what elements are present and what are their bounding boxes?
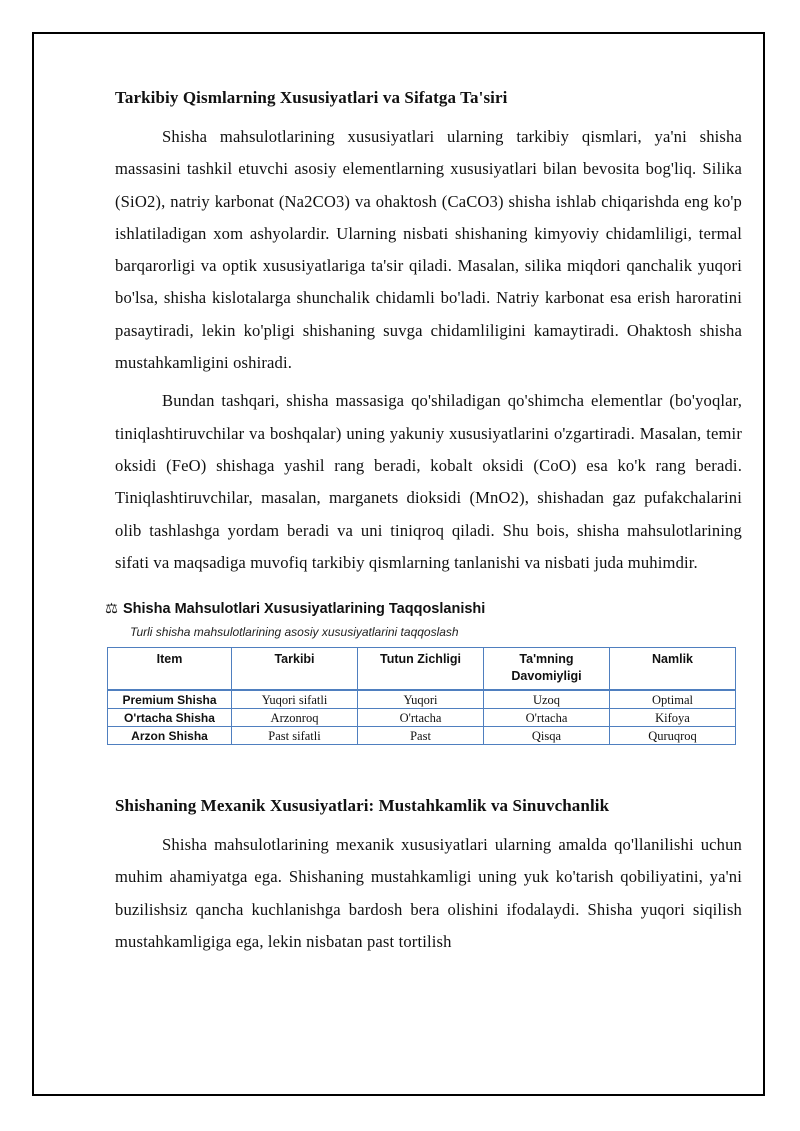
table-cell-item: Arzon Shisha [108,727,232,745]
paragraph-mechanical-1: Shisha mahsulotlarining mexanik xususiyatlari ularning amalda qo'llanilishi uchun muhim ahamiyatga ega. Shishaning mustahkamligi uning yuk ko'tarish qobiliyatini, ya'ni buzilishsiz qancha kuchlanishga bardosh bera olishini ifodalaydi. Shisha yuqori siqilish mustahkamligiga ega, lekin nisbatan past tortilish [115,835,742,952]
table-cell: Past sifatli [232,727,358,745]
table-cell-item: O'rtacha Shisha [108,709,232,727]
table-cell: Past [358,727,484,745]
table-cell-item: Premium Shisha [108,690,232,709]
table-cell: Yuqori sifatli [232,690,358,709]
table-cell: Yuqori [358,690,484,709]
table-cell: Optimal [610,690,736,709]
table-cell: Arzonroq [232,709,358,727]
section-heading-composition: Tarkibiy Qismlarning Xususiyatlari va Sifatga Ta'siri [115,88,508,107]
table-cell: Uzoq [484,690,610,709]
table-title [105,599,742,619]
balance-scale-icon: ⚖ [105,601,118,618]
comparison-table-block [105,599,742,745]
table-row [108,709,736,727]
column-header: Item [108,648,232,691]
table-cell: Kifoya [610,709,736,727]
table-cell: O'rtacha [484,709,610,727]
comparison-table [107,647,736,745]
table-header-row [108,648,736,691]
column-header: Tarkibi [232,648,358,691]
table-row [108,690,736,709]
table-subtitle: Turli shisha mahsulotlarining asosiy xususiyatlarini taqqoslash [130,625,459,640]
table-row [108,727,736,745]
column-header: Tutun Zichligi [358,648,484,691]
table-cell: Quruqroq [610,727,736,745]
table-title-text: Shisha Mahsulotlari Xususiyatlarining Taqqoslanishi [123,601,486,618]
document-content [105,83,742,958]
table-cell: Qisqa [484,727,610,745]
column-header: Namlik [610,648,736,691]
column-header: Ta'mning Davomiyligi [484,648,610,691]
table-cell: O'rtacha [358,709,484,727]
paragraph-composition-1: Shisha mahsulotlarining xususiyatlari ularning tarkibiy qismlari, ya'ni shisha massasini tashkil etuvchi asosiy elementlarning xususiyatlari bilan bevosita bog'liq. Silika (SiO2), natriy karbonat (Na2CO3) va ohaktosh (CaCO3) shisha ishlab chiqarishda eng ko'p ishlatiladigan xom ashyolardir. Ularning nisbati shishaning kimyoviy chidamliligi, termal barqarorligi va optik xususiyatlariga ta'sir qiladi. Masalan, silika miqdori qanchalik yuqori bo'lsa, shisha kislotalarga shunchalik chidamli bo'ladi. Natriy karbonat esa erish haroratini pasaytiradi, lekin ko'pligi shishaning suvga chidamliligini kamaytiradi. Ohaktosh shisha mustahkamligini oshiradi. [115,127,742,373]
section-heading-mechanical: Shishaning Mexanik Xususiyatlari: Mustahkamlik va Sinuvchanlik [115,796,610,816]
paragraph-composition-2: Bundan tashqari, shisha massasiga qo'shiladigan qo'shimcha elementlar (bo'yoqlar, tiniqlashtiruvchilar va boshqalar) uning yakuniy xususiyatlarini o'zgartiradi. Masalan, temir oksidi (FeO) shishaga yashil rang beradi, kobalt oksidi (CoO) esa ko'k rang beradi. Tiniqlashtiruvchilar, masalan, marganets dioksidi (MnO2), shishadan gaz pufakchalarini olib tashlashga yordam beradi va uni tiniqroq qiladi. Shu bois, shisha mahsulotlarining sifati va maqsadiga muvofiq tarkibiy qismlarning tanlanishi va nisbati juda muhimdir. [115,391,742,572]
